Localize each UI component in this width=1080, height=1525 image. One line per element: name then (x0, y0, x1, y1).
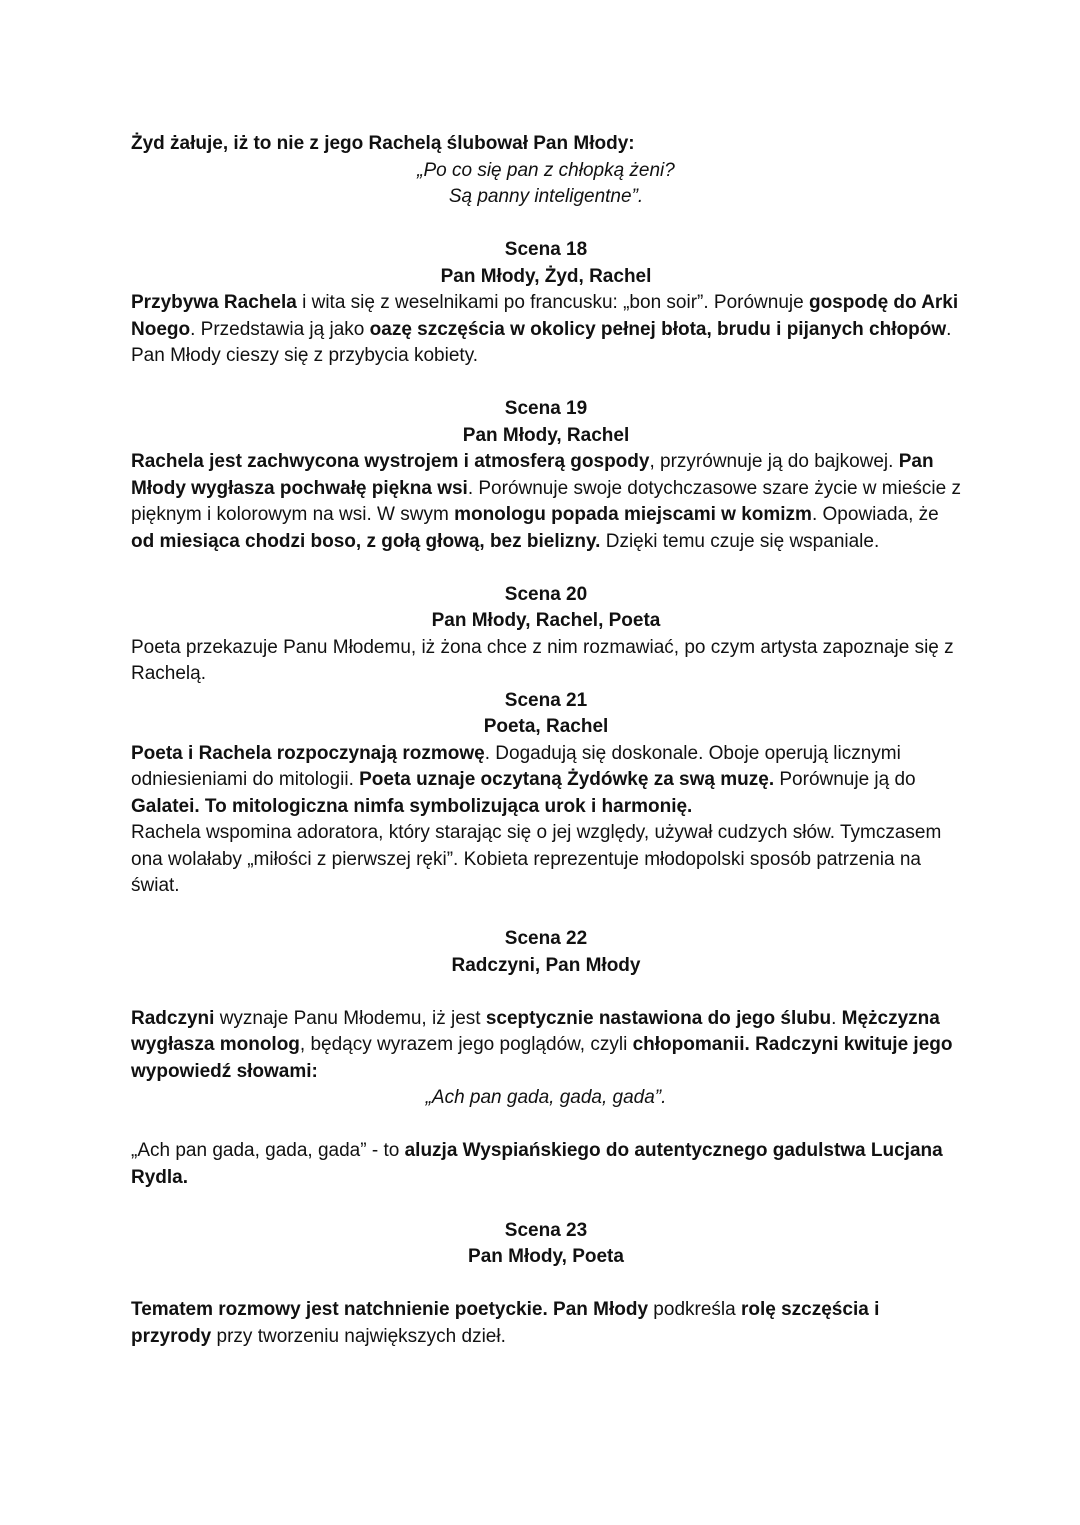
scene-19-cast: Pan Młody, Rachel (462, 424, 630, 446)
text-run: wyznaje Panu Młodemu, iż jest (214, 1007, 486, 1029)
scene-20-title: Scena 20 (504, 583, 588, 605)
scene-22-paragraph (131, 1006, 961, 1086)
scene-19-title: Scena 19 (504, 398, 588, 419)
bold-text-run: Radczyni (131, 1007, 215, 1029)
bold-text-run: od miesiąca chodzi boso, z gołą głową, bez bielizny. (131, 530, 601, 552)
bold-text-run: aluzja Wyspiańskiego do autentycznego gadulstwa Lucjana Rydla. (131, 1140, 943, 1188)
scene-23-paragraph (131, 1297, 961, 1350)
text-run: „Ach pan gada, gada, gada” - to (131, 1140, 405, 1161)
text-run: . Przedstawia ją jako (190, 318, 370, 340)
bold-text-run: sceptycznie nastawiona do jego ślubu (485, 1007, 832, 1029)
intro-quote-line-1: „Po co się pan z chłopką żeni? (417, 159, 675, 181)
bold-text-run: Radczyni kwituje jego wypowiedź słowami: (131, 1034, 953, 1082)
bold-text-run: chłopomanii. (632, 1034, 750, 1055)
text-run: , przyrównuje ją do bajkowej. (649, 451, 899, 472)
scene-18-paragraph (131, 290, 961, 370)
text-run: . Dogadują się doskonale. Oboje operują licznymi odniesieniami do mitologii. (131, 742, 901, 790)
text-run: Porównuje ją do (774, 769, 916, 790)
bold-text-run: Tematem rozmowy jest natchnienie poetyckie. (131, 1299, 548, 1320)
scene-22-title: Scena 22 (504, 928, 588, 949)
text-run: . (831, 1007, 842, 1029)
scene-19-paragraph (131, 449, 961, 555)
document-page (131, 131, 961, 1350)
scene-20-paragraph: Poeta przekazuje Panu Młodemu, iż żona chce z nim rozmawiać, po czym artysta zapoznaje się z Rachelą. (131, 636, 954, 684)
scene-21-title: Scena 21 (504, 689, 588, 711)
scene-21-paragraph-1 (131, 741, 961, 821)
scene-18-title: Scena 18 (504, 239, 588, 260)
scene-22-quote: „Ach pan gada, gada, gada”. (425, 1087, 667, 1108)
bold-text-run: Galatei. To mitologiczna nimfa symbolizująca urok i harmonię. (131, 795, 693, 817)
scene-20-cast: Pan Młody, Rachel, Poeta (431, 610, 661, 631)
text-run: . Porównuje swoje dotychczasowe szare życie w mieście z pięknym i kolorowym na wsi. W swym (131, 477, 961, 525)
scene-18-cast: Pan Młody, Żyd, Rachel (440, 265, 652, 287)
scene-23-cast: Pan Młody, Poeta (468, 1246, 624, 1267)
text-run: Dzięki temu czuje się wspaniale. (600, 530, 880, 552)
bold-text-run: oazę szczęścia w okolicy pełnej błota, brudu i pijanych chłopów (369, 318, 947, 340)
text-run: , będący wyrazem jego poglądów, czyli (299, 1034, 633, 1055)
intro-quote-line-2: Są panny inteligentne”. (448, 186, 644, 207)
scene-23-title: Scena 23 (504, 1219, 588, 1241)
bold-text-run: gospodę do Arki Noego (131, 292, 959, 340)
bold-text-run: monologu popada miejscami w komizm (454, 504, 812, 525)
scene-21-paragraph-2: Rachela wspomina adoratora, który starając się o jej względy, używał cudzych słów. Tymczasem ona wolałaby „miłości z pierwszej ręki”. Kobieta reprezentuje młodopolski sposób patrzenia na świat. (131, 822, 942, 896)
text-run: i wita się z weselnikami po francusku: „bon soir”. Porównuje (296, 292, 809, 313)
text-run: podkreśla (648, 1299, 741, 1320)
bold-text-run: Poeta uznaje oczytaną Żydówkę za swą muzę. (359, 769, 775, 790)
scene-21-cast: Poeta, Rachel (483, 716, 609, 737)
bold-text-run: Pan Młody wygłasza pochwałę piękna wsi (131, 451, 934, 499)
text-run: . Pan Młody cieszy się z przybycia kobiety. (131, 318, 952, 366)
bold-text-run: rolę szczęścia i przyrody (131, 1299, 880, 1347)
bold-text-run: Rachela jest zachwycona wystrojem i atmosferą gospody (131, 451, 650, 472)
intro-line: Żyd żałuje, iż to nie z jego Rachelą ślubował Pan Młody: (131, 133, 635, 154)
scene-22-note (131, 1138, 961, 1191)
bold-text-run: Pan Młody (553, 1299, 649, 1320)
scene-22-cast: Radczyni, Pan Młody (451, 954, 641, 976)
bold-text-run: Mężczyzna wygłasza monolog (131, 1007, 940, 1055)
bold-text-run: Przybywa Rachela (131, 292, 297, 313)
text-run: przy tworzeniu największych dzieł. (211, 1325, 506, 1347)
text-run: . Opowiada, że (811, 504, 939, 525)
bold-text-run: Poeta i Rachela rozpoczynają rozmowę (131, 742, 485, 764)
